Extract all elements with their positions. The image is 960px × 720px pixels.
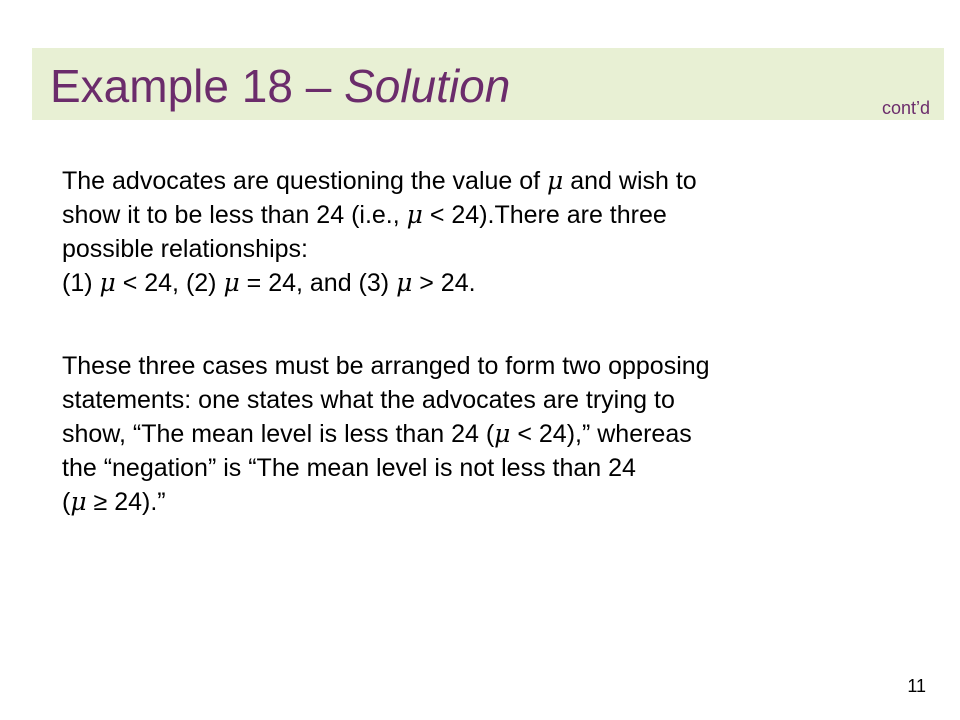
text-segment: show it to be less than 24 (i.e., (62, 201, 407, 229)
text-line (62, 164, 902, 198)
text-segment: < 24).There are three (422, 201, 667, 229)
mu-symbol: μ (396, 268, 413, 297)
text-line (62, 417, 902, 451)
text-segment: (1) (62, 269, 100, 297)
mu-symbol: μ (223, 268, 240, 297)
mu-symbol: μ (99, 268, 116, 297)
text-segment: > 24. (412, 269, 476, 297)
paragraph-relationships (62, 164, 902, 300)
text-line: the “negation” is “The mean level is not less than 24 (62, 454, 636, 482)
text-line (62, 198, 902, 232)
paragraph-statements (62, 349, 902, 519)
mu-symbol: μ (494, 419, 511, 448)
slide-title (50, 56, 510, 116)
text-line: possible relationships: (62, 235, 308, 263)
text-line (62, 485, 902, 519)
text-segment: < 24, (2) (115, 269, 224, 297)
text-line: These three cases must be arranged to form two opposing (62, 352, 710, 380)
text-segment: ≥ 24).” (86, 488, 166, 516)
text-segment: The advocates are questioning the value of (62, 167, 548, 195)
title-main: Example 18 – (50, 60, 345, 112)
mu-symbol: μ (70, 487, 87, 516)
text-segment: show, “The mean level is less than 24 ( (62, 420, 495, 448)
text-segment: and wish to (563, 167, 697, 195)
mu-symbol: μ (547, 166, 564, 195)
text-segment: = 24, and (3) (239, 269, 397, 297)
continued-label: cont’d (881, 98, 930, 118)
text-segment: < 24),” whereas (510, 420, 692, 448)
text-line (62, 266, 902, 300)
text-segment: ( (62, 488, 71, 516)
slide-number: 11 (907, 676, 926, 696)
mu-symbol: μ (406, 200, 423, 229)
text-line: statements: one states what the advocates are trying to (62, 386, 675, 414)
title-italic: Solution (344, 60, 511, 112)
